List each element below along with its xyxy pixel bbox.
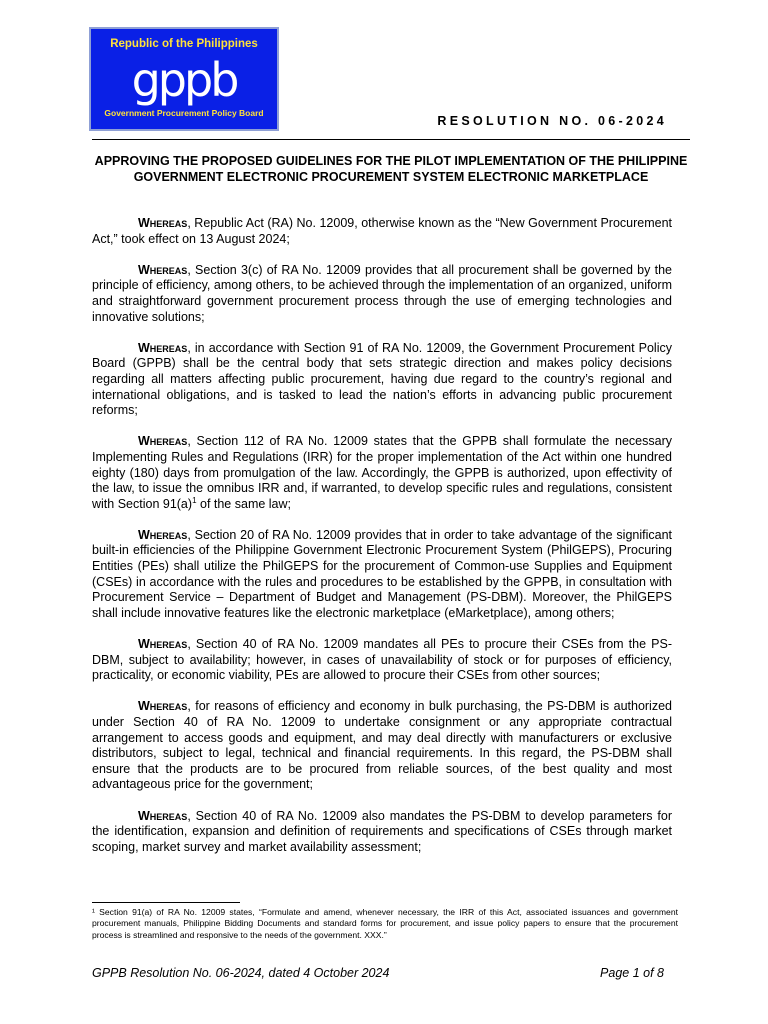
whereas-lead: Whereas (138, 699, 188, 714)
logo-mark: gppb (131, 53, 237, 107)
whereas-paragraph (92, 434, 672, 512)
whereas-paragraph (92, 263, 672, 325)
paragraph-text: , Section 112 of RA No. 12009 states that the GPPB shall formulate the necessary Implementing Rules and Regulations (IRR) for the proper implementation of the Act within one hundred eighty (180) days from promulgation of the law. Accordingly, the GPPB is authorized, upon effectivity of the law, to issue the omnibus IRR and, if warranted, to develop specific rules and regulations, consistent with Section 91(a) (92, 434, 672, 511)
whereas-lead: Whereas (138, 340, 188, 355)
whereas-lead: Whereas (138, 216, 188, 230)
footnote-reference[interactable]: 1 (192, 495, 197, 505)
paragraph-text-after: of the same law; (196, 496, 292, 511)
footer-citation: GPPB Resolution No. 06-2024, dated 4 October 2024 (92, 966, 390, 980)
whereas-paragraph (92, 809, 672, 856)
paragraph-text: , Section 20 of RA No. 12009 provides that in order to take advantage of the significant built-in efficiencies of the Philippine Government Electronic Procurement System (PhilGEPS), Procuring Entities (PEs) shall utilize the PhilGEPS for the procurement of Common-use Supplies and Equipment (CSEs) in accordance with the rules and procedures to be established by the GPPB, in consultation with Procurement Service – Department of Budget and Management (PS-DBM). Moreover, the PhilGEPS shall include innovative features like the electronic marketplace (eMarketplace), among others; (92, 527, 672, 620)
paragraph-text: , Section 40 of RA No. 12009 also mandates the PS-DBM to develop parameters for the identification, expansion and definition of requirements and specifications of CSEs through market scoping, market survey and market availability assessment; (92, 808, 672, 854)
whereas-lead: Whereas (138, 637, 188, 652)
footnote-divider (92, 902, 240, 903)
page-number: Page 1 of 8 (600, 966, 664, 980)
paragraph-text: , Section 3(c) of RA No. 12009 provides that all procurement shall be governed by the principle of efficiency, among others, to be achieved through the implementation of an organized, uniform and straightforward government procurement process through the use of emerging technologies and innovative solutions; (92, 262, 672, 324)
whereas-paragraph (92, 216, 672, 247)
footnote: ¹ Section 91(a) of RA No. 12009 states, “Formulate and amend, whenever necessary, the IRR of this Act, associated issuances and government procurement manuals, Philippine Bidding Documents and standard forms for procurement, and issue policy papers to ensure that the procurement process is streamlined and responsive to the needs of the government. XXX.” (92, 907, 678, 940)
gppb-logo (89, 27, 279, 131)
whereas-paragraph (92, 528, 672, 622)
document-title: APPROVING THE PROPOSED GUIDELINES FOR THE PILOT IMPLEMENTATION OF THE PHILIPPINE GOVERNMENT ELECTRONIC PROCUREMENT SYSTEM ELECTRONIC MARKETPLACE (94, 154, 688, 184)
whereas-lead: Whereas (138, 434, 188, 449)
whereas-paragraph (92, 637, 672, 684)
whereas-lead: Whereas (138, 808, 188, 823)
whereas-lead: Whereas (138, 527, 188, 542)
paragraph-text: , for reasons of efficiency and economy in bulk purchasing, the PS-DBM is authorized under Section 40 of RA No. 12009 to undertake consignment or any appropriate contractual arrangement to access goods and equipment, and may deal directly with manufacturers or exclusive distributors, subject to legal, technical and financial requirements. In this regard, the PS-DBM shall ensure that the products are to be procured from reliable sources, of the best quality and most advantageous price for the government; (92, 699, 672, 792)
paragraph-text: , in accordance with Section 91 of RA No. 12009, the Government Procurement Policy Board (GPPB) shall be the central body that sets strategic direction and makes policy decisions regarding all matters affecting public procurement, having due regard to the country’s regional and international obligations, and is tasked to lead the nation’s efforts in advancing public procurement reforms; (92, 340, 672, 418)
whereas-paragraph (92, 699, 672, 793)
paragraph-text: , Section 40 of RA No. 12009 mandates all PEs to procure their CSEs from the PS-DBM, subject to availability; however, in cases of unavailability of stock or for purposes of efficiency, practicality, or economic viability, PEs are allowed to procure their CSEs from other sources; (92, 637, 672, 683)
whereas-lead: Whereas (138, 262, 188, 277)
logo-top-text: Republic of the Philippines (110, 38, 258, 50)
logo-bottom-text: Government Procurement Policy Board (104, 108, 264, 118)
header-divider (92, 139, 690, 140)
paragraph-text: , Republic Act (RA) No. 12009, otherwise known as the “New Government Procurement Act,” took effect on 13 August 2024; (92, 216, 672, 246)
document-body (92, 216, 672, 871)
resolution-number: RESOLUTION NO. 06-2024 (437, 114, 667, 128)
whereas-paragraph (92, 341, 672, 419)
